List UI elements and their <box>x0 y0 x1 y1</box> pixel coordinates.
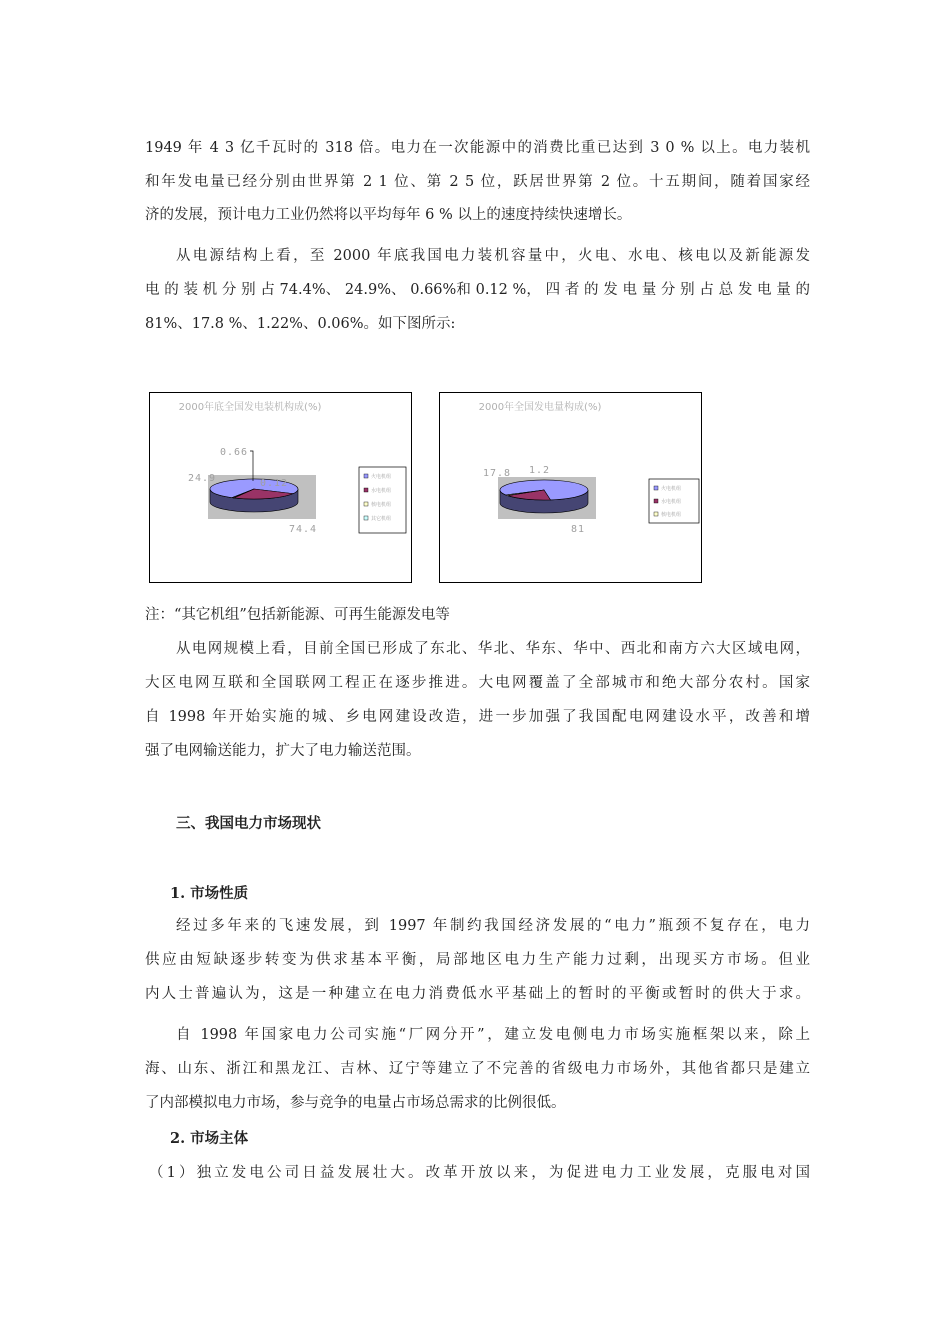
chart-1-label-thermal: 74.4 <box>289 524 318 535</box>
paragraph-4-line-1: 经过多年来的飞速发展，到 1997 年制约我国经济发展的“电力”瓶颈不复存在，电力 <box>176 918 810 934</box>
chart-note: 注：“其它机组”包括新能源、可再生能源发电等 <box>145 607 450 623</box>
paragraph-1-line-1: 1949 年 4 3 亿千瓦时的 318 倍。电力在一次能源中的消费比重已达到 3 0 % 以上。电力装机 <box>145 140 810 156</box>
chart-2-legend-swatch-2 <box>654 512 658 516</box>
chart-1-legend-swatch-3 <box>364 516 368 520</box>
paragraph-2-line-3: 81%、17.8 %、1.22%、0.06%。如下图所示: <box>145 316 456 332</box>
chart-2-label-thermal: 81 <box>571 524 586 535</box>
chart-1-legend-label-3: 其它机组 <box>371 516 392 522</box>
chart-2-pie <box>498 477 596 519</box>
chart-1-title: 2000年底全国发电装机构成(%) <box>178 402 322 413</box>
chart-2-legend-label-0: 火电机组 <box>661 486 682 492</box>
chart-2-label-hydro: 17.8 <box>483 468 512 479</box>
chart-1-legend-swatch-0 <box>364 474 368 478</box>
chart-2-legend-swatch-0 <box>654 486 658 490</box>
paragraph-1-line-2: 和年发电量已经分别由世界第 2 1 位、第 2 5 位，跃居世界第 2 位。十五期间，随着国家经 <box>145 174 810 190</box>
chart-1-label-other: 0.12 <box>260 478 289 489</box>
paragraph-2-line-2: 电 的 装 机 分 别 占 74.4%、 24.9%、 0.66%和 0.12 %， 四 者 的 发 电 量 分 别 占 总 发 电 量 的 <box>145 282 810 298</box>
subsection-2-heading: 2. 市场主体 <box>170 1130 249 1147</box>
chart-2-svg <box>440 393 701 582</box>
chart-2-title: 2000年全国发电量构成(%) <box>478 402 602 413</box>
chart-1-legend-label-1: 水电机组 <box>371 488 392 494</box>
paragraph-5-line-1: 自 1998 年国家电力公司实施“厂网分开”，建立发电侧电力市场实施框架以来，除上 <box>176 1027 810 1043</box>
chart-2-legend-label-2: 核电机组 <box>661 512 682 518</box>
chart-1-legend-label-0: 火电机组 <box>371 474 392 480</box>
paragraph-1-line-3: 济的发展，预计电力工业仍然将以平均每年 6 % 以上的速度持续快速增长。 <box>145 207 632 223</box>
chart-2-legend-swatch-1 <box>654 499 658 503</box>
chart-2-label-nuclear: 1.2 <box>529 465 551 476</box>
paragraph-2-line-1: 从电源结构上看，至 2000 年底我国电力装机容量中，火电、水电、核电以及新能源发 <box>176 248 810 264</box>
paragraph-5-line-3: 了内部模拟电力市场，参与竞争的电量占市场总需求的比例很低。 <box>145 1095 566 1111</box>
chart-1-legend-swatch-1 <box>364 488 368 492</box>
chart-installed-capacity <box>149 392 412 583</box>
paragraph-3-line-4: 强了电网输送能力，扩大了电力输送范围。 <box>145 743 421 759</box>
paragraph-6-line-1: （1）独立发电公司日益发展壮大。改革开放以来，为促进电力工业发展，克服电对国 <box>149 1165 810 1181</box>
paragraph-5-line-2: 海、山东、浙江和黑龙江、吉林、辽宁等建立了不完善的省级电力市场外，其他省都只是建立 <box>145 1061 810 1077</box>
paragraph-4-line-3: 内人士普遍认为，这是一种建立在电力消费低水平基础上的暂时的平衡或暂时的供大于求。 <box>145 986 810 1002</box>
subsection-1-heading: 1. 市场性质 <box>170 885 249 902</box>
section-3-heading: 三、我国电力市场现状 <box>176 815 321 832</box>
chart-2-legend-label-1: 水电机组 <box>661 499 682 505</box>
chart-1-label-hydro: 24.9 <box>188 473 217 484</box>
chart-1-label-nuclear: 0.66 <box>220 447 249 458</box>
paragraph-3-line-1: 从电网规模上看，目前全国已形成了东北、华北、华东、华中、西北和南方六大区域电网， <box>176 641 810 657</box>
paragraph-4-line-2: 供应由短缺逐步转变为供求基本平衡，局部地区电力生产能力过剩，出现买方市场。但业 <box>145 952 810 968</box>
chart-1-legend-label-2: 核电机组 <box>371 502 392 508</box>
chart-generation <box>439 392 702 583</box>
chart-1-svg <box>150 393 411 582</box>
chart-1-legend-swatch-2 <box>364 502 368 506</box>
paragraph-3-line-3: 自 1998 年开始实施的城、乡电网建设改造，进一步加强了我国配电网建设水平，改善和增 <box>145 709 810 725</box>
paragraph-3-line-2: 大区电网互联和全国联网工程正在逐步推进。大电网覆盖了全部城市和绝大部分农村。国家 <box>145 675 810 691</box>
